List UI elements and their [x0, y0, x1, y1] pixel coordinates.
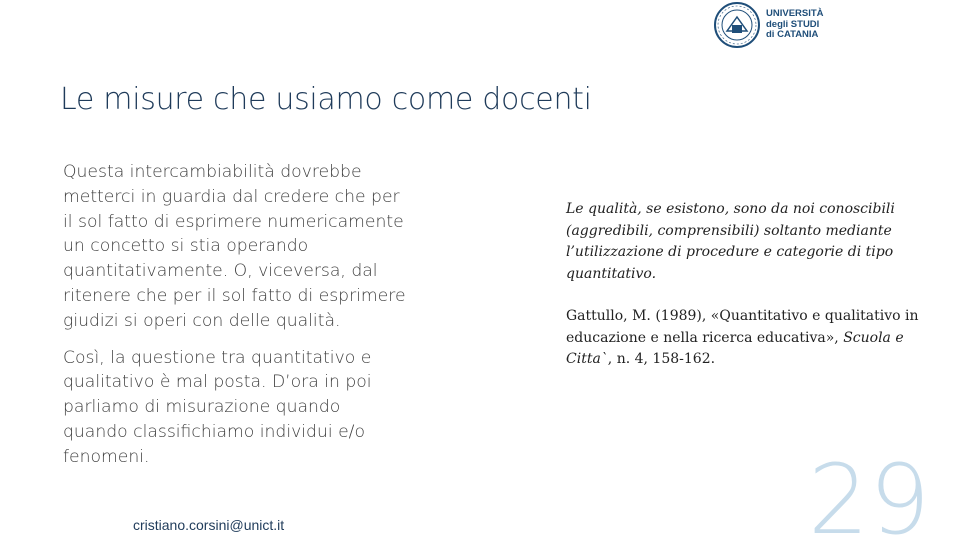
university-seal-icon: [713, 1, 761, 49]
logo-line-3: di CATANIA: [766, 29, 819, 41]
body-paragraph-2: Così, la questione tra quantitativo e qualitativo è mal posta. D’ora in poi parliamo di misurazione quando quando classifichiamo individui e/o fenomeni.: [63, 347, 372, 467]
citation-details: , n. 4, 158-162.: [607, 351, 716, 367]
citation-journal: Scuola e Citta`: [566, 329, 904, 367]
slide-title: Le misure che usiamo come docenti: [60, 82, 592, 117]
body-paragraph-1: Questa intercambiabilità dovrebbe metterci in guardia dal credere che per il sol fatto di esprimere numericamente un concetto si stia operando quantitativamente. O, viceversa, dal ritenere che per il sol fatto di esprimere giudizi si operi con delle qualità.: [63, 162, 406, 331]
body-text: [63, 160, 408, 470]
slide-number: 29: [808, 444, 931, 556]
university-name: [766, 9, 824, 41]
quote-box: [566, 199, 926, 371]
logo-line-2: degli STUDI: [766, 18, 820, 30]
citation: [566, 306, 926, 371]
university-logo: [713, 0, 843, 50]
footer-email: cristiano.corsini@unict.it: [133, 517, 285, 533]
citation-main: Gattullo, M. (1989), «Quantitativo e qualitativo in educazione e nella ricerca educativa»,: [566, 308, 919, 346]
logo-line-1: UNIVERSITÀ: [766, 8, 824, 20]
quote-text: Le qualità, se esistono, sono da noi conoscibili (aggredibili, comprensibili) soltanto mediante l’utilizzazione di procedure e categorie di tipo quantitativo.: [566, 201, 895, 282]
